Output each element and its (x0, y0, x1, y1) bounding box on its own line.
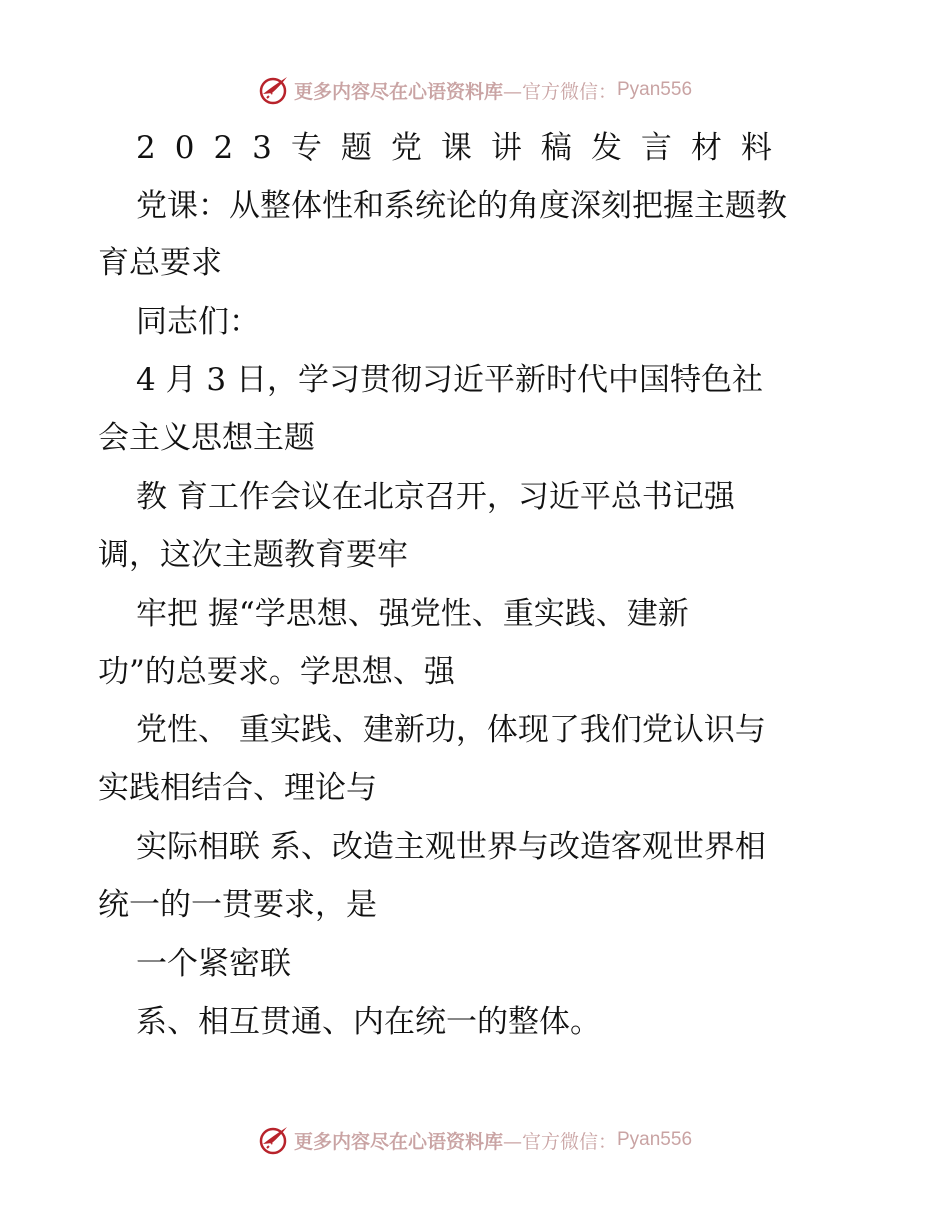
paragraph-line-10: 党性、 重实践、建新功，体现了我们党认识与 (136, 712, 766, 748)
paragraph-line-12: 实际相联 系、改造主观世界与改造客观世界相 (136, 829, 766, 865)
header-watermark (0, 70, 950, 110)
paragraph-line-15: 系、相互贯通、内在统一的整体。 (136, 1004, 601, 1040)
paragraph-line-13: 统一的一贯要求，是 (98, 887, 377, 923)
paragraph-line-6: 教 育工作会议在北京召开，习近平总书记强 (136, 479, 735, 515)
paragraph-line-8: 牢把 握“学思想、强党性、重实践、建新 (136, 596, 689, 632)
paragraph-line-4: 4 月 3 日，学习贯彻习近平新时代中国特色社 (136, 362, 764, 398)
quill-pen-seal-icon (258, 1124, 290, 1156)
header-official-text: —官方微信： (502, 80, 617, 103)
header-account-text: Pyan556 (617, 79, 693, 100)
paragraph-line-1: 党课：从整体性和系统论的角度深刻把握主题教 (136, 188, 787, 224)
document-title: 2023专题党课讲稿发言材料 (136, 130, 791, 166)
paragraph-line-11: 实践相结合、理论与 (98, 770, 377, 806)
paragraph-line-14: 一个紧密联 (136, 946, 291, 982)
paragraph-line-5: 会主义思想主题 (98, 420, 315, 456)
paragraph-line-9: 功”的总要求。学思想、强 (98, 654, 455, 690)
paragraph-line-7: 调，这次主题教育要牢 (98, 537, 408, 573)
quill-pen-seal-icon (258, 74, 290, 106)
salutation: 同志们： (136, 304, 260, 340)
footer-official-text: —官方微信： (502, 1130, 617, 1153)
footer-account-text: Pyan556 (617, 1129, 693, 1150)
header-brand-text: 更多内容尽在心语资料库 (293, 80, 503, 103)
footer-brand-text: 更多内容尽在心语资料库 (293, 1130, 503, 1153)
footer-watermark (0, 1120, 950, 1160)
paragraph-line-2: 育总要求 (98, 245, 222, 281)
